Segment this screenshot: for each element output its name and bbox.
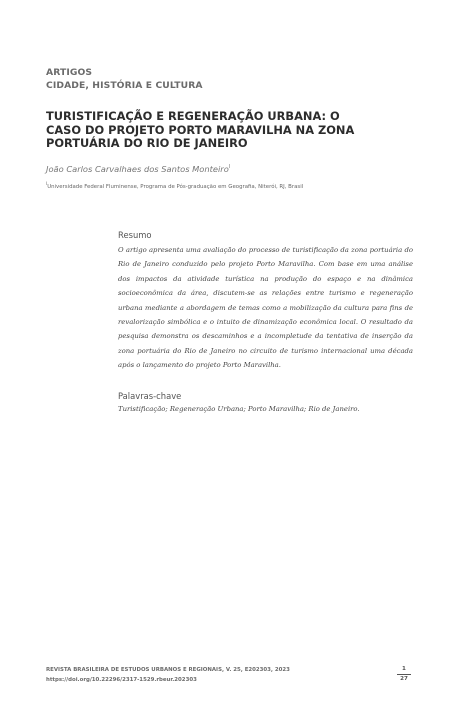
page-total: 27 (400, 676, 408, 682)
page-number (396, 665, 412, 684)
page-current: 1 (402, 666, 406, 672)
article-title: TURISTIFICAÇÃO E REGENERAÇÃO URBANA: O CASO DO PROJETO PORTO MARAVILHA NA ZONA PORTUÁRIA DO RIO DE JANEIRO (46, 109, 355, 151)
keywords-heading: Palavras-chave (118, 391, 182, 401)
affiliation-mark: I (46, 181, 48, 186)
author-affiliation-mark: I (228, 164, 231, 171)
affiliation-text: Universidade Federal Fluminense, Programa de Pós-graduação em Geografia, Niterói, RJ, Brasil (47, 183, 304, 190)
author-line (46, 164, 230, 174)
abstract-heading: Resumo (118, 230, 152, 240)
footer-journal: REVISTA BRASILEIRA DE ESTUDOS URBANOS E REGIONAIS, V. 25, E202303, 2023 (46, 667, 290, 673)
footer-citation (46, 665, 290, 685)
author-name: João Carlos Carvalhaes dos Santos Monteiro (46, 164, 229, 174)
section-label (46, 66, 203, 92)
section-subcategory: CIDADE, HISTÓRIA E CULTURA (46, 80, 203, 91)
affiliation-line (46, 181, 303, 190)
footer-doi-link[interactable]: https://doi.org/10.22296/2317-1529.rbeur.202303 (46, 677, 197, 683)
section-category: ARTIGOS (46, 67, 93, 78)
keywords-text: Turistificação; Regeneração Urbana; Porto Maravilha; Rio de Janeiro. (118, 405, 360, 413)
abstract-text: O artigo apresenta uma avaliação do processo de turistificação da zona portuária do Rio de Janeiro conduzido pelo projeto Porto Maravilha. Com base em uma análise dos impactos da atividade turística na produção do espaço e na dinâmica socioeconômica da área, discutem-se as relações entre turismo e regeneração urbana mediante a abordagem de temas como a mobilização da cultura para fins de revalorização simbólica e o intuito de dinamização econômica local. O resultado da pesquisa demonstra os descaminhos e a incompletude da tentativa de inserção da zona portuária do Rio de Janeiro no circuito de turismo internacional uma década após o lançamento do projeto Porto Maravilha. (118, 246, 413, 370)
